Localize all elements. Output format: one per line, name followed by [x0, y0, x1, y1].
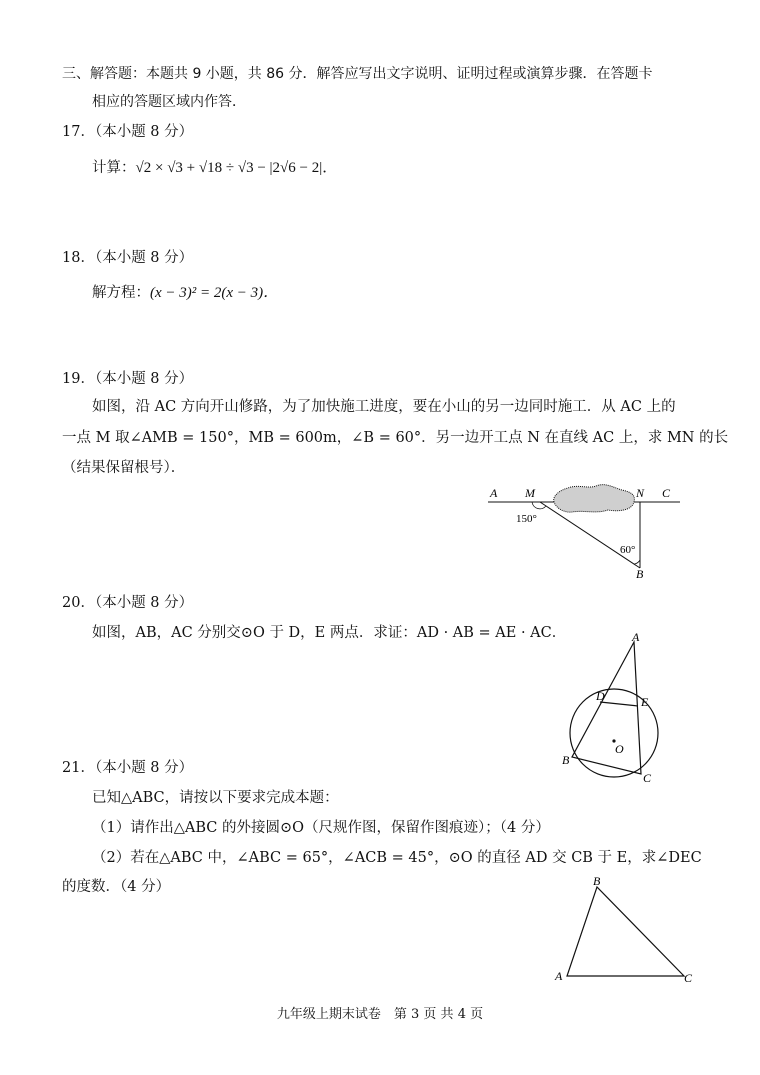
label-b: B: [562, 753, 570, 767]
q21-figure: [550, 872, 700, 987]
q17-body: [92, 158, 337, 178]
hill-shape: [554, 485, 635, 512]
label-c: C: [662, 486, 671, 500]
triangle-abc: [567, 887, 684, 976]
q21-text-3: （2）若在△ABC 中，∠ABC = 65°，∠ACB = 45°，⊙O 的直径 AD 交 CB 于 E，求∠DEC: [92, 850, 702, 866]
q21-text-1: 已知△ABC，请按以下要求完成本题：: [92, 790, 339, 806]
label-b: B: [593, 874, 601, 888]
angle-arc-b: [634, 560, 640, 564]
q20-header: 20．（本小题 8 分）: [62, 595, 194, 611]
label-a: A: [490, 486, 498, 500]
q17-prefix: 计算：: [92, 160, 136, 176]
q17-expression: √2 × √3 + √18 ÷ √3 − |2√6 − 2|．: [135, 160, 338, 176]
label-angle-150: 150°: [516, 513, 537, 525]
label-b: B: [636, 567, 644, 580]
label-o: O: [615, 742, 624, 756]
q20-text-1: 如图，AB，AC 分别交⊙O 于 D，E 两点．求证：AD · AB = AE · AC．: [92, 625, 567, 641]
label-e: E: [641, 695, 649, 709]
label-d: D: [596, 689, 605, 703]
q21-header: 21．（本小题 8 分）: [62, 760, 194, 776]
q19-header: 19．（本小题 8 分）: [62, 371, 194, 387]
triangle-abc: [572, 642, 641, 774]
page-footer: 九年级上期末试卷 第 3 页 共 4 页: [276, 1007, 484, 1022]
q20-figure: [558, 630, 668, 785]
label-a: A: [632, 630, 640, 644]
label-angle-60: 60°: [620, 544, 636, 556]
angle-arc-m: [532, 502, 546, 509]
segment-de: [600, 702, 638, 706]
section-heading-cont: 相应的答题区域内作答．: [92, 94, 246, 110]
q19-text-3: （结果保留根号）．: [62, 460, 186, 476]
label-m: M: [525, 486, 535, 500]
q19-text-1: 如图，沿 AC 方向开山修路，为了加快施工进度，要在小山的另一边同时施工．从 AC 上的: [92, 399, 676, 415]
label-c: C: [684, 971, 693, 985]
q17-header: 17．（本小题 8 分）: [62, 124, 194, 140]
q21-text-2: （1）请作出△ABC 的外接圆⊙O（尺规作图，保留作图痕迹）；（4 分）: [92, 820, 550, 836]
label-c: C: [643, 771, 652, 785]
q19-text-2: 一点 M 取∠AMB = 150°，MB = 600m，∠B = 60°．另一边开工点 N 在直线 AC 上，求 MN 的长: [62, 430, 729, 446]
q18-header: 18．（本小题 8 分）: [62, 250, 194, 266]
label-n: N: [636, 486, 645, 500]
q18-prefix: 解方程：: [92, 285, 150, 301]
q18-body: [92, 283, 278, 303]
section-heading: 三、解答题：本题共 9 小题，共 86 分．解答应写出文字说明、证明过程或演算步骤．在答题卡: [62, 66, 653, 82]
label-a: A: [555, 969, 563, 983]
q19-figure: [480, 480, 690, 580]
q18-expression: (x − 3)² = 2(x − 3)．: [150, 285, 279, 301]
q21-text-4: 的度数．（4 分）: [62, 879, 171, 895]
